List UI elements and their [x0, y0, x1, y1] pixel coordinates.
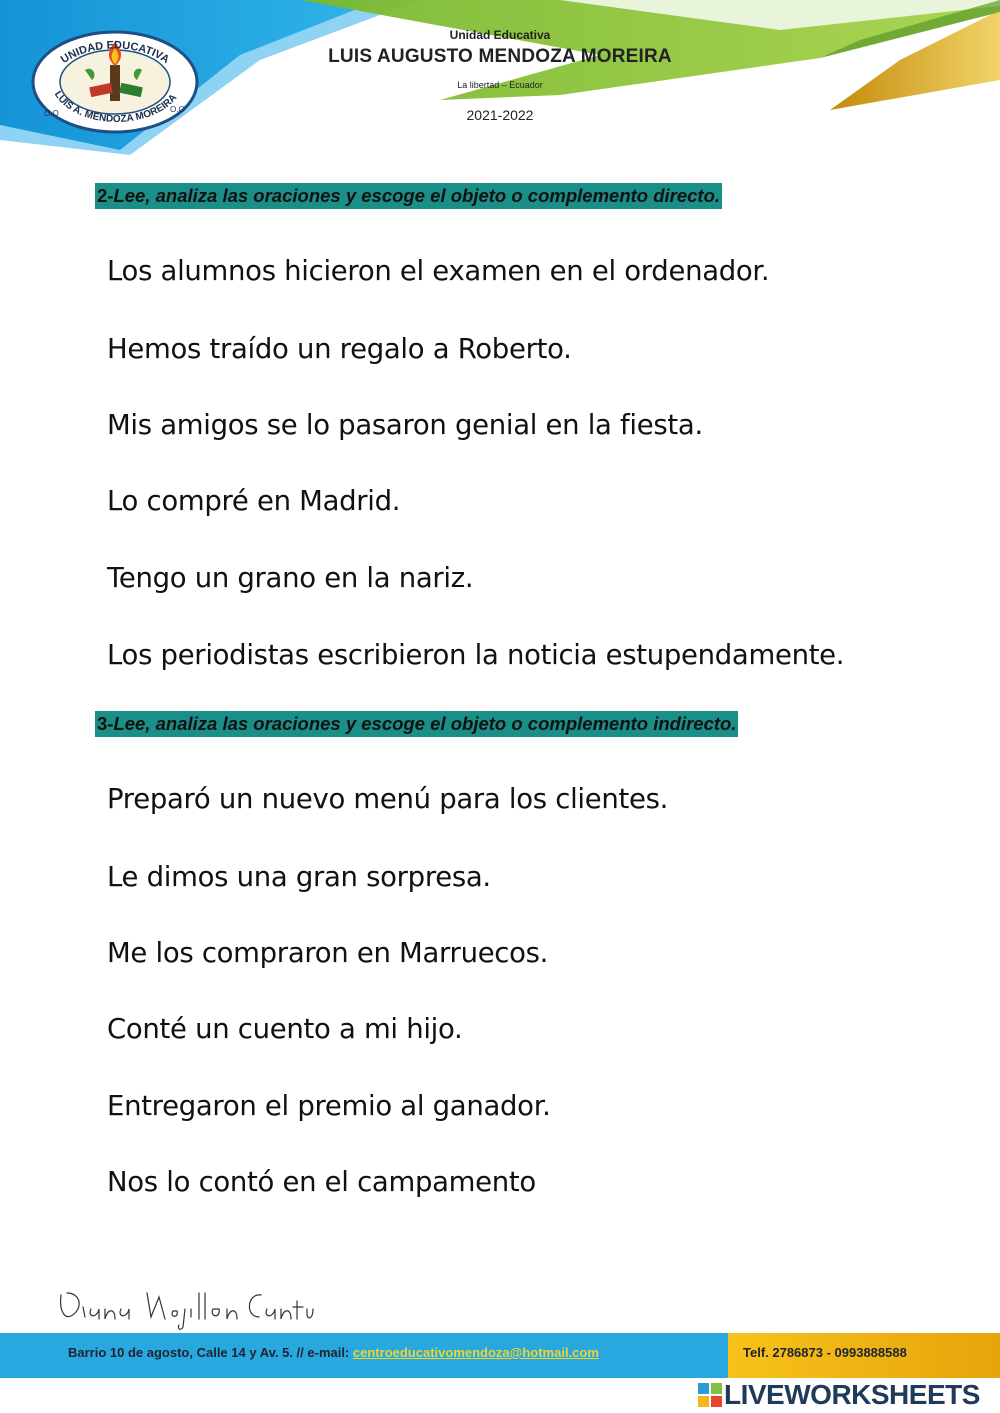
footer-address — [68, 1345, 599, 1360]
section-2-instruction: Lee, analiza las oraciones y escoge el objeto o complemento directo. — [113, 185, 721, 206]
logo-left-mark: O.O — [44, 109, 59, 118]
sentence-2-1[interactable]: Los alumnos hicieron el examen en el ordenador. — [107, 255, 770, 287]
footer-phone: Telf. 2786873 - 0993888588 — [743, 1345, 907, 1360]
section-2-heading — [95, 183, 722, 209]
liveworksheets-watermark — [698, 1380, 980, 1410]
sentence-2-5[interactable]: Tengo un grano en la nariz. — [107, 562, 474, 594]
school-name: LUIS AUGUSTO MENDOZA MOREIRA — [328, 46, 672, 67]
logo-right-mark: O.O — [170, 105, 185, 114]
section-3-number: 3- — [97, 713, 114, 734]
section-3-heading — [95, 711, 738, 737]
sentence-2-6[interactable]: Los periodistas escribieron la noticia estupendamente. — [107, 639, 845, 671]
sentence-3-3[interactable]: Me los compraron en Marruecos. — [107, 937, 549, 969]
section-3-instruction: Lee, analiza las oraciones y escoge el objeto o complemento indirecto. — [113, 713, 737, 734]
sentence-2-4[interactable]: Lo compré en Madrid. — [107, 485, 401, 517]
school-location: La libertad – Ecuador — [457, 80, 543, 90]
footer-email-link[interactable]: centroeducativomendoza@hotmail.com — [352, 1345, 599, 1360]
logo-ring-top: UNIDAD EDUCATIVA — [58, 39, 172, 67]
handwritten-signature — [55, 1283, 315, 1333]
sentence-2-2[interactable]: Hemos traído un regalo a Roberto. — [107, 333, 572, 365]
sentence-2-3[interactable]: Mis amigos se lo pasaron genial en la fiesta. — [107, 409, 703, 441]
sentence-3-4[interactable]: Conté un cuento a mi hijo. — [107, 1013, 463, 1045]
section-2-number: 2- — [97, 185, 114, 206]
school-year: 2021-2022 — [466, 107, 534, 123]
school-type: Unidad Educativa — [449, 28, 551, 42]
sentence-3-1[interactable]: Preparó un nuevo menú para los clientes. — [107, 783, 669, 815]
footer-bar — [0, 1333, 1000, 1378]
sentence-3-5[interactable]: Entregaron el premio al ganador. — [107, 1090, 551, 1122]
sentence-3-2[interactable]: Le dimos una gran sorpresa. — [107, 861, 491, 893]
footer-address-panel — [0, 1333, 728, 1378]
liveworksheets-logo-icon — [698, 1383, 722, 1407]
footer-address-text: Barrio 10 de agosto, Calle 14 y Av. 5. // e-mail: — [68, 1345, 353, 1360]
watermark-text: LIVEWORKSHEETS — [724, 1379, 980, 1410]
logo-ring-bottom: LUIS A. MENDOZA MOREIRA — [51, 89, 180, 125]
footer-phone-panel — [728, 1333, 1000, 1378]
school-logo — [30, 30, 200, 135]
sentence-3-6[interactable]: Nos lo contó en el campamento — [107, 1166, 536, 1198]
